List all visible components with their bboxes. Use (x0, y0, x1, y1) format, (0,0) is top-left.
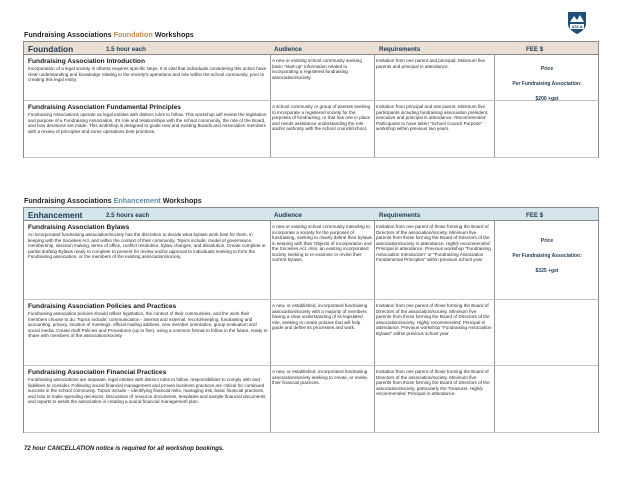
header-length: 2.5 hours each (106, 211, 150, 219)
enhancement-header (24, 208, 598, 221)
workshop-requirements: Invitation from one parent of those forming the Board of Directors of the association/society. Minimum five parents from those forming the Board of Directors of the association/society, particularly the Treasurer. Highly recommended: Principal in attendance. (376, 369, 490, 396)
workshop-requirements: Invitation from one parent and principal. Minimum five parents and principal in attendance. (376, 58, 486, 69)
workshop-description: Fundraising association policies should reflect legislation, the context of their communities, and the work their members choose to do. Topics include; communication - internal and external, record-keeping, fundraising and accounting, privacy, location of meetings, official mailing address, new member orientation, group evaluation and social media. Create draft Policies and Procedures (up to five), using a common format to follow in the future, ready to share with members of the association/society. (28, 311, 268, 338)
foundation-header (24, 42, 598, 55)
workshop-requirements: Invitation from principal and one parent. Minimum five participants including fundraising association president, executive and principal in attendance. Recommended: Participants to have taken "School Council Purpose" workshop within previous two years. (376, 104, 489, 131)
foundation-fee (495, 64, 599, 104)
workshop-description: Incorporation of a legal society in Alberta requires specific steps. It is vital that individuals considering this action have clear understanding and knowledge relating to the society's operations and role within the school community, prior to creating this legal entity. (28, 66, 267, 82)
workshop-audience: A new or existing school community seeking basic "start-up" information related to incorporating a registered fundraising association/society. (272, 58, 362, 80)
workshop-audience: A school community or group of parents seeking to incorporate a registered society for the purposes of fundraising, or that has one in place and needs assistance understanding the role and/or authority with the school council/school. (272, 104, 371, 131)
workshop-audience: A new, or established, incorporated fundraising association/society with a majority of members having a clear understanding of its legislated role, seeking to create policies that will help guide and define its processes and work. (272, 303, 368, 330)
fee-per: Per Fundraising Association: (512, 81, 582, 87)
enhancement-section-title: Fundraising Associations Enhancement Workshops (24, 196, 202, 205)
workshop-requirements: Invitation from one parent of those forming the Board of Directors of the association/society. Minimum five parents from those forming the Board of Directors of the association/society in attendance. Highly recommended: Principal in attendance. Previous workshop "Fundraising Association Introduction" or "Fundraising Association Fundamental Principles" within previous school year. (376, 224, 491, 262)
header-name: Enhancement (28, 210, 83, 220)
header-requirements: Requirements (379, 211, 421, 219)
cancellation-footnote: 72 hour CANCELLATION notice is required for all workshop bookings. (24, 446, 224, 452)
foundation-table (23, 41, 599, 158)
workshop-requirements: Invitation from one parent of those forming the Board of Directors of the association/society. Minimum five parents from those forming the Board of Directors of the association/society. Highly recommended: Principal in attendance. Previous workshop "Fundraising Association Bylaws" within previous school year. (376, 303, 492, 336)
workshop-row (24, 101, 598, 158)
workshop-title: Fundraising Association Bylaws (28, 224, 130, 231)
header-name: Foundation (28, 44, 74, 54)
workshop-description: An incorporated fundraising association/society has the discretion to decide what bylaws work best for them, in keeping with the Societies Act, and within the context of their community. Topics include; model of governance, membership, decision making, terms of office, conflict resolution, bylaw changes, and dissolution. Create complete or partial drafting Bylaws ready to complete to present for review and/or approval to individuals seeking to form the Fundraising association, or the members of the existing association/society. (28, 232, 266, 259)
header-requirements: Requirements (379, 45, 421, 53)
workshop-title: Fundraising Association Policies and Practices (28, 303, 177, 310)
logo-text: ASCA (571, 24, 583, 30)
header-audience: Audience (274, 45, 302, 53)
foundation-section-title: Fundraising Associations Foundation Workshops (24, 30, 194, 39)
enhancement-fee (495, 236, 599, 276)
fee-label: Price (540, 66, 554, 72)
fee-per: Per Fundraising Association: (512, 253, 582, 259)
header-fee: FEE $ (526, 211, 544, 219)
workshop-description: Fundraising Associations operate as legal entities with distinct rules to follow. This workshop will review the legislation and purpose of a Fundraising Association, it's role and relationships with the school community, the role of the Board, and how decisions are made. This workshop is designed to guide new and existing Boards and Association members with a review of principles and some operations best practices. (28, 112, 267, 134)
header-fee: FEE $ (526, 45, 544, 53)
workshop-title: Fundraising Association Introduction (28, 58, 145, 65)
workshop-row (24, 300, 598, 366)
fee-amount: $325 +gst (535, 268, 559, 274)
workshop-title: Fundraising Association Fundamental Principles (28, 104, 181, 111)
workshop-audience: A new or existing school community intending to incorporate a society for the purposes of fundraising, seeking to clearly define their bylaws in keeping with their Objects of Incorporation and the Societies Act. Also, an existing incorporated society seeking to re-examine or revise their current bylaws. (272, 224, 372, 262)
enhancement-table (23, 207, 599, 433)
fee-label: Price (540, 238, 554, 244)
fee-amount: $200 +gst (535, 96, 559, 102)
asca-logo-icon (566, 10, 588, 36)
workshop-description: Fundraising associations are separate, legal entities with distinct rules to follow, responsibilities to comply with and liabilities to consider. Following sound financial management and proven business practices are critical for continued success in the school community. Topics include – identifying financial risks, managing risk, basic financial practices, and how to make spending decisions. Discussion of resource documents, templates and sample financial documents and reports to assist the association in creating a sound financial management plan. (28, 377, 266, 404)
workshop-audience: A new, or established, incorporated fundraising association/society seeking to create, or revise, their financial practices. (272, 369, 369, 385)
workshop-title: Fundraising Association Financial Practices (28, 369, 167, 376)
workshop-row (24, 366, 598, 433)
header-audience: Audience (274, 211, 302, 219)
header-length: 1.5 hour each (106, 45, 146, 53)
